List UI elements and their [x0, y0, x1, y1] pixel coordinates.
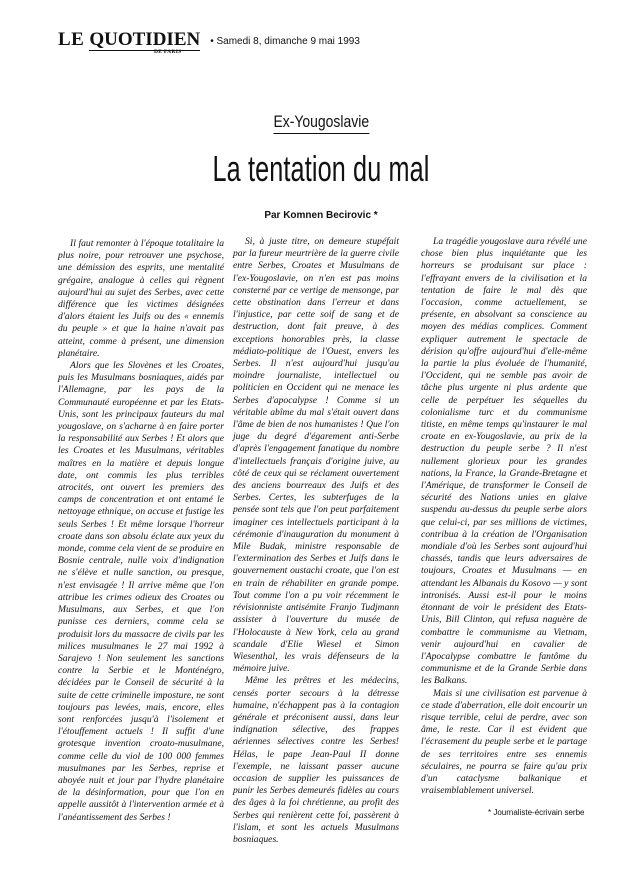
issue-date: • Samedi 8, dimanche 9 mai 1993 [210, 36, 360, 47]
article-column-1 [58, 238, 224, 824]
paragraph: Même les prêtres et les médecins, censés porter secours à la détresse humaine, n'échappent pas à la contagion générale et préconisent aussi, dans leur indignation sélective, des frappes aériennes sélectives contre les Serbes! Hélas, le pape Jean-Paul II donne l'exemple, ne laissant passer aucune occasion de supplier les puissances de punir les Serbes demeurés fidèles au cours des âges à la foi chrétienne, au profit des Serbes qui renièrent cette foi, passèrent à l'islam, et sont les actuels Musulmans bosniaques. [233, 675, 399, 845]
paragraph: Il faut remonter à l'époque totalitaire la plus noire, pour retrouver une psychose, une démission des esprits, une mentalité grégaire, analogue à celles qui règnent aujourd'hui au sujet des Serbes, avec cette différence que les victimes désignées d'alors étaient les Juifs ou des « ennemis du peuple » et que la haine n'avait pas atteint, comme à présent, une dimension planétaire. [58, 238, 224, 359]
logo-le: LE [58, 29, 85, 50]
byline: Par Komnen Becirovic * [264, 210, 378, 221]
paragraph: Mais si une civilisation est parvenue à ce stade d'aberration, elle doit encourir un risque terrible, celui de perdre, avec son âme, le reste. Car il est évident que l'écrasement du peuple serbe et le partage de ses territoires entre ses ennemis séculaires, ne pourra se faire qu'au prix d'un cataclysme balkanique et vraisemblablement universel. [421, 687, 587, 797]
headline-text: La tentation du mal [212, 148, 430, 189]
article-column-3 [421, 236, 587, 797]
headline [0, 148, 642, 190]
section-label: Ex-Yougoslavie [273, 112, 369, 134]
logo-subtitle: DE PARIS [154, 49, 182, 55]
masthead [58, 29, 360, 55]
article-column-2 [233, 236, 399, 846]
logo-quotidien: QUOTIDIEN [89, 29, 201, 50]
paragraph: La tragédie yougoslave aura révélé une chose bien plus inquiétante que les horreurs se produisant sur place : l'effrayant envers de la civilisation et la tentation de faire le mal dès que l'occasion, comme actuellement, se présente, en absolvant sa conscience au moyen des médias complices. Comment expliquer autrement le spectacle de dérision qu'offre aujourd'hui d'elle-même la partie la plus évoluée de l'humanité, l'Occident, qui ne semble pas avoir de tâche plus urgente ni plus ardente que celle de perpétuer les séquelles du colonialisme turc et du communisme titiste, en même temps qu'instaurer le mal croate en ex-Yougoslavie, au prix de la destruction du peuple serbe ? Il n'est nullement glorieux pour les grandes nations, la France, la Grande-Bretagne et l'Amérique, de transformer le Conseil de sécurité des Nations unies en glaive suspendu au-dessus du peuple serbe alors que celui-ci, par ses millions de victimes, contribua à la création de l'Organisation mondiale d'où les Serbes sont aujourd'hui chassés, tandis que leurs adversaires de toujours, Croates et Musulmans — en attendant les Albanais du Kosovo — y sont intronisés. Aussi est-il pour le moins étonnant de voir le président des Etats-Unis, Bill Clinton, qui refusa naguère de combattre le communisme au Vietnam, venir aujourd'hui en cavalier de l'Apocalypse combattre le fantôme du communisme et de la Grande Serbie dans les Balkans. [421, 236, 587, 687]
author-note: * Journaliste-écrivain serbe [488, 808, 585, 817]
paragraph: Si, à juste titre, on demeure stupéfait par la fureur meurtrière de la guerre civile entre Serbes, Croates et Musulmans de l'ex-Yougoslavie, on n'en est pas moins consterné par ce vertige de mensonge, par cette obstination dans l'erreur et dans l'injustice, par cette soif de sang et de destruction, dont fait preuve, à des exceptions honorables près, la classe médiato-politique de l'Ouest, envers les Serbes. Il n'est aujourd'hui jusqu'au moindre journaliste, intellectuel ou politicien en Occident qui ne menace les Serbes d'apocalypse ! Comme si un véritable abîme du mal s'était ouvert dans l'âme de bien de nos humanistes ! Que l'on juge du degré d'égarement anti-Serbe d'après l'engagement fanatique du nombre d'intellectuels français d'origine juive, au côté de ceux qui se réclament ouvertement des anciens bourreaux des Juifs et des Serbes. Certes, les subterfuges de la pensée sont tels que l'on peut parfaitement imaginer ces intellectuels participant à la cérémonie d'inauguration du monument à Mile Budak, ministre responsable de l'extermination des Serbes et Juifs dans le gouvernement oustachi croate, que l'on est en train de réhabiliter en grande pompe. Tout comme l'on a pu voir récemment le révisionniste antisémite Franjo Tudjmann assister à l'ouverture du musée de l'Holocauste à New York, cela au grand scandale d'Elie Wiesel et Simon Wiesenthal, les vrais défenseurs de la mémoire juive. [233, 236, 399, 675]
section-title [0, 112, 642, 134]
paragraph: Alors que les Slovènes et les Croates, puis les Musulmans bosniaques, aidés par l'Allemagne, par les pays de la Communauté européenne et par les Etats-Unis, sont les principaux fauteurs du mal yougoslave, on s'acharne à en faire porter la responsabilité aux Serbes ! Et alors que les Croates et les Musulmans, véritables maîtres en la matière et depuis longue date, ont commis les plus terribles atrocités, ont ouvert les premiers des camps de concentration et ont entamé le nettoyage ethnique, on accuse et fustige les seuls Serbes ! Et même lorsque l'horreur croate dans son absolu éclate aux yeux du monde, comme cela vient de se produire en Bosnie centrale, nulle voix d'indignation ne s'élève et nulle sanction, ou presque, n'est envisagée ! Il arrive même que l'on attribue les crimes odieux des Croates ou Musulmans, aux Serbes, et que l'on punisse ces derniers, comme cela se produisit lors du massacre de civils par les milices musulmanes le 27 mai 1992 à Sarajevo ! Non seulement les sanctions contre la Serbie et le Monténégro, décidées par le Conseil de sécurité à la suite de cette criminelle imposture, ne sont toujours pas levées, mais, encore, elles sont renforcées jusqu'à l'isolement et l'étouffement actuels ! Il suffit d'une grotesque invention croato-musulmane, comme celle du viol de 100 000 femmes musulmanes par les Serbes, reprise et aboyée nuit et jour par l'hydre planétaire de la désinformation, pour que l'on en appelle aussitôt à l'intervention armée et à l'anéantissement des Serbes ! [58, 360, 224, 823]
